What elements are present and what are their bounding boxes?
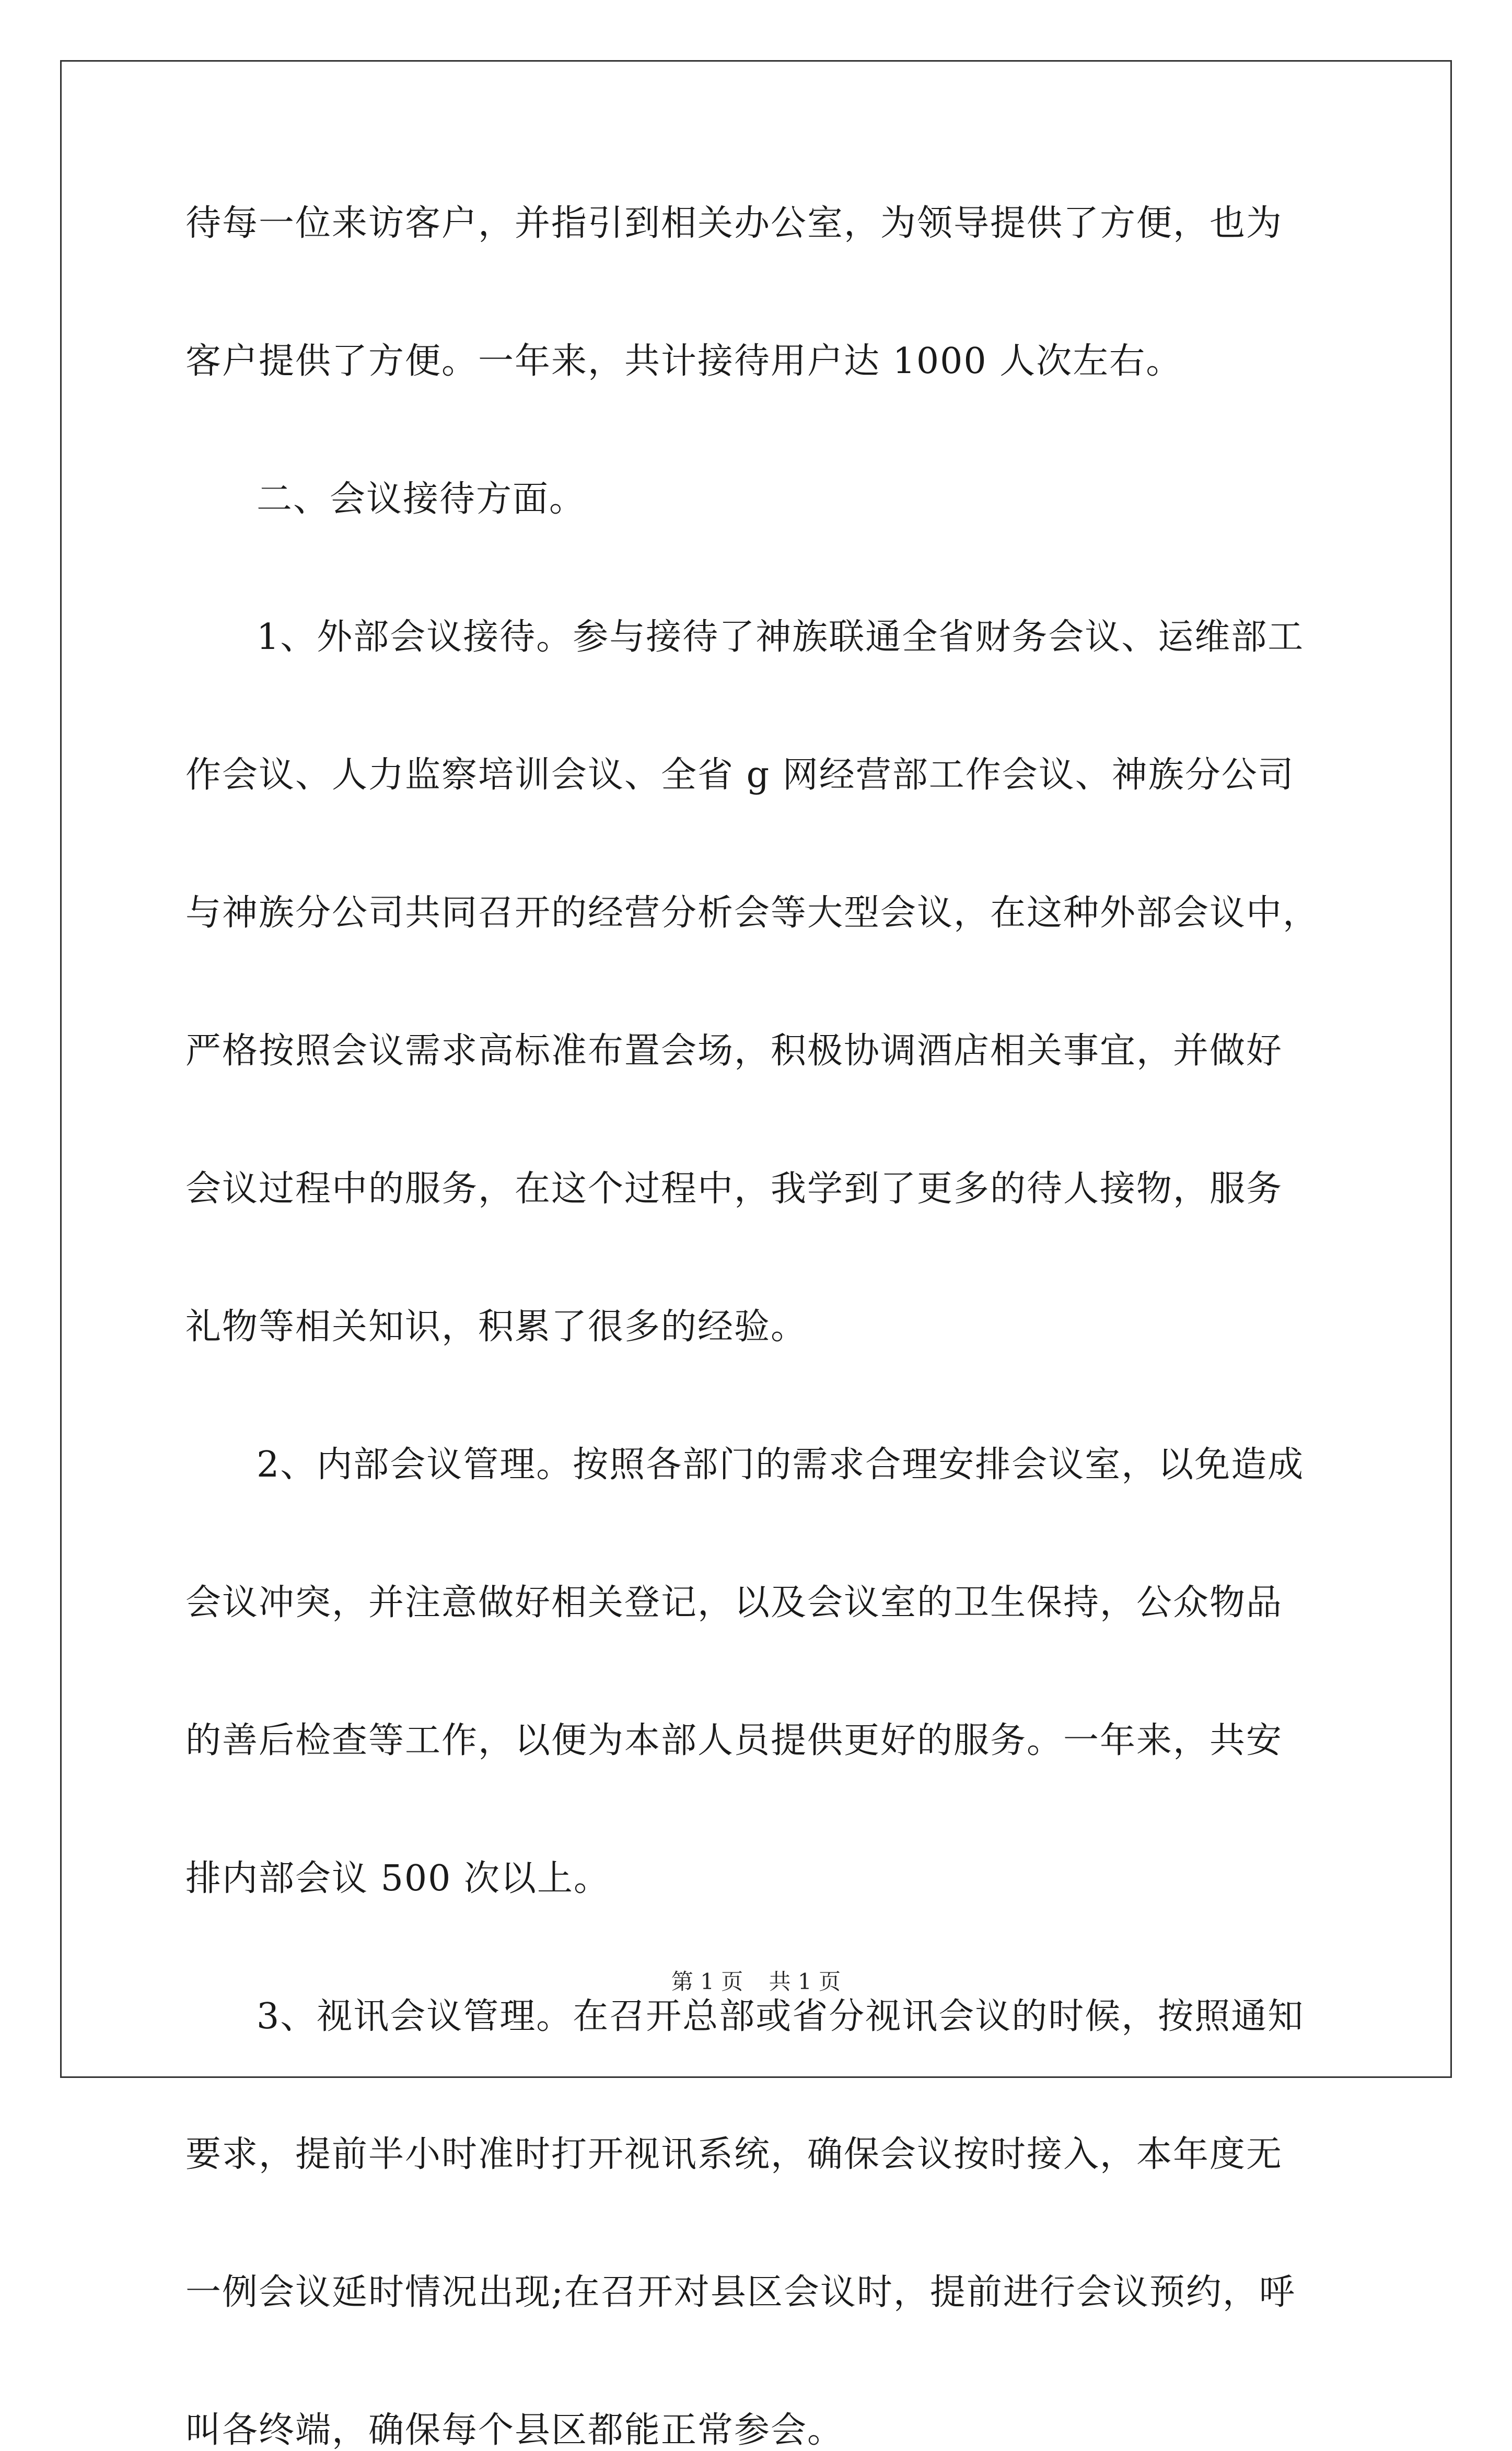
text-line: 客户提供了方便。一年来，共计接待用户达 1000 人次左右。	[185, 341, 1183, 382]
document-body	[185, 204, 1327, 2450]
text-line: 礼物等相关知识，积累了很多的经验。	[185, 1306, 808, 1348]
paragraph-first-line: 3、视讯会议管理。在召开总部或省分视讯会议的时候，按照通知	[257, 1996, 1305, 2037]
text-line: 会议冲突，并注意做好相关登记，以及会议室的卫生保持，公众物品	[185, 1582, 1283, 1623]
text-line: 排内部会议 500 次以上。	[185, 1858, 611, 1899]
text-line: 作会议、人力监察培训会议、全省 g 网经营部工作会议、神族分公司	[185, 754, 1295, 796]
text-line: 与神族分公司共同召开的经营分析会等大型会议，在这种外部会议中，	[185, 892, 1320, 934]
text-line: 的善后检查等工作，以便为本部人员提供更好的服务。一年来，共安	[185, 1720, 1283, 1761]
paragraph-first-line: 1、外部会议接待。参与接待了神族联通全省财务会议、运维部工	[257, 617, 1305, 658]
text-line: 一例会议延时情况出现;在召开对县区会议时，提前进行会议预约，呼	[185, 2272, 1296, 2313]
page-total: 共 1 页	[769, 1969, 841, 1994]
page-number: 第 1 页	[671, 1969, 743, 1994]
text-line: 待每一位来访客户，并指引到相关办公室，为领导提供了方便，也为	[185, 203, 1283, 244]
text-line: 会议过程中的服务，在这个过程中，我学到了更多的待人接物，服务	[185, 1168, 1283, 1210]
page-footer	[0, 1969, 1512, 1995]
paragraph-first-line: 2、内部会议管理。按照各部门的需求合理安排会议室，以免造成	[257, 1444, 1305, 1485]
section-heading: 二、会议接待方面。	[257, 479, 586, 520]
text-line: 叫各终端，确保每个县区都能正常参会。	[185, 2410, 844, 2451]
text-line: 要求，提前半小时准时打开视讯系统，确保会议按时接入，本年度无	[185, 2134, 1283, 2175]
text-line: 严格按照会议需求高标准布置会场，积极协调酒店相关事宜，并做好	[185, 1030, 1283, 1072]
